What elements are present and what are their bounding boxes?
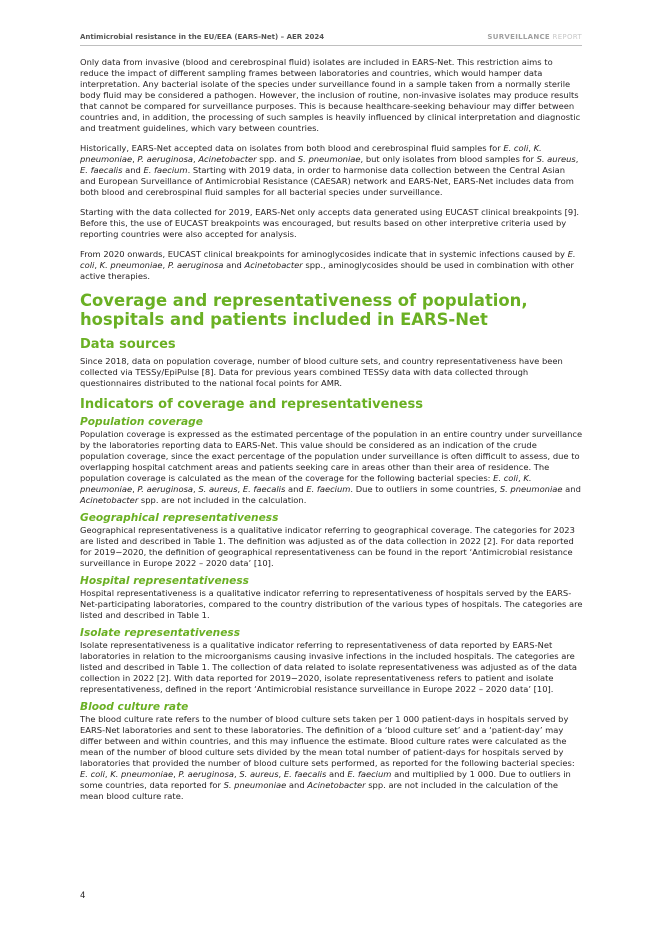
species-name: E. coli xyxy=(493,473,519,483)
intro-paragraph-3: Starting with the data collected for 2019, EARS-Net only accepts data generated using EUCAST clinical breakpoints [9]. Before this, the use of EUCAST breakpoints was encouraged, but results based on other interpretive criteria used by reporting countries were also accepted for analysis. xyxy=(80,207,580,239)
isolate-representativeness-text: Isolate representativeness is a qualitative indicator referring to representativeness of data reported by EARS-Net laboratories in relation to the microorganisms causing invasive infections in the included hospitals. The categories are listed and described in Table 1. The collection of data related to isolate representativeness was adjusted as of the data collection in 2022 [2]. With data reported for 2019−2020, isolate representativeness refers to patient and isolate representativeness, defined in the report ‘Antimicrobial resistance surveillance in Europe 2022 – 2020 data’ [10]. xyxy=(80,640,577,694)
text-run: and multiplied by 1 000. Due to outliers in some countries, data reported for xyxy=(80,769,571,790)
text-run: , xyxy=(518,473,524,483)
header-surveillance: SURVEILLANCE xyxy=(487,33,551,41)
intro-paragraph-2 xyxy=(80,143,583,198)
text-run: , xyxy=(104,769,111,779)
text-run: , xyxy=(94,260,100,270)
text-run: , xyxy=(132,484,138,494)
species-name: P. aeruginosa xyxy=(137,154,194,164)
text-run: and xyxy=(223,260,245,270)
geographical-representativeness-text: Geographical representativeness is a qualitative indicator referring to geographical coverage. The categories for 2023 are listed and described in Table 1. The definition was adjusted as of the data collection in 2022 [2]. For data reported for 2019−2020, the definition of geographical representativeness can be found in the report ‘Antimicrobial resistance surveillance in Europe 2022 – 2020 data’ [10]. xyxy=(80,525,575,568)
text-run: , xyxy=(193,484,199,494)
species-name: K. pneumoniae xyxy=(80,143,542,164)
text-run: The blood culture rate refers to the number of blood culture sets taken per 1 000 patient-days in hospitals served by EARS-Net laboratories and sent to these laboratories. The definition of a ‘blood culture set’ and a ‘patient-day’ may differ between and within countries, and this may influence the estimate. Blood culture rates were calculated as the mean of the number of blood culture sets divided by the mean total number of patient-days for hospitals served by laboratories that provided the number of blood culture sets performed, as reported for the following bacterial species: xyxy=(80,714,575,768)
text-run: and xyxy=(562,484,581,494)
text-run: and xyxy=(326,769,348,779)
hospital-representativeness-heading: Hospital representativeness xyxy=(80,575,249,587)
species-name: K. pneumoniae xyxy=(110,769,174,779)
species-name: S. aureus xyxy=(536,154,576,164)
population-coverage-text xyxy=(80,429,583,506)
page-content xyxy=(80,57,583,808)
section-title: Coverage and representativeness of population, hospitals and patients included in EARS-Net xyxy=(80,291,528,329)
data-sources-text: Since 2018, data on population coverage, number of blood culture sets, and country representativeness have been collected via TESSy/EpiPulse [8]. Data for previous years combined TESSy data with data collected through questionnaires distributed to the national focal points for AMR. xyxy=(80,356,563,388)
species-name: E. faecalis xyxy=(242,484,286,494)
species-name: E. coli xyxy=(80,769,105,779)
species-name: E. faecium xyxy=(347,769,392,779)
species-name: P. aeruginosa xyxy=(137,484,194,494)
text-run: spp. are not included in the calculation. xyxy=(138,495,307,505)
species-name: S. pneumoniae xyxy=(499,484,563,494)
text-run: , but only isolates from blood samples for xyxy=(360,154,537,164)
isolate-representativeness-heading: Isolate representativeness xyxy=(80,627,241,639)
text-run: spp., aminoglycosides should be used in combination with other active therapies. xyxy=(80,260,574,281)
text-run: , xyxy=(528,143,534,153)
text-run: spp. and xyxy=(256,154,298,164)
text-run: , xyxy=(132,154,138,164)
species-name: Acinetobacter xyxy=(80,495,139,505)
species-name: Acinetobacter xyxy=(244,260,303,270)
species-name: S. aureus xyxy=(239,769,279,779)
text-run: , xyxy=(575,154,579,164)
text-run: , xyxy=(193,154,199,164)
species-name: S. aureus xyxy=(198,484,238,494)
header-title: Antimicrobial resistance in the EU/EEA (EARS-Net) – AER 2024 xyxy=(80,33,325,41)
text-run: From 2020 onwards, EUCAST clinical breakpoints for aminoglycosides indicate that in systemic infections caused by xyxy=(80,249,568,259)
species-name: E. coli xyxy=(503,143,529,153)
data-sources-heading: Data sources xyxy=(80,337,176,352)
blood-culture-rate-text xyxy=(80,714,583,802)
species-name: E. faecalis xyxy=(80,165,123,175)
text-run: and xyxy=(122,165,144,175)
text-run: and xyxy=(285,484,307,494)
species-name: S. pneumoniae xyxy=(297,154,361,164)
species-name: Acinetobacter xyxy=(307,780,366,790)
header-report-type xyxy=(487,33,582,41)
intro-paragraph-1: Only data from invasive (blood and cerebrospinal fluid) isolates are included in EARS-Net. This restriction aims to reduce the impact of different sampling frames between laboratories and countries, which would hamper data interpretation. Any bacterial isolate of the species under surveillance found in a sample taken from a normally sterile body fluid may be considered a pathogen. However, the inclusion of routine, non-invasive isolates may produce results that cannot be compared for surveillance purposes. This is because healthcare-seeking behaviour may differ between countries and, in addition, the processing of such samples is heavily influenced by clinical interpretation and diagnostic and treatment guidelines, which vary between countries. xyxy=(80,57,581,133)
species-name: K. pneumoniae xyxy=(80,473,532,494)
text-run: spp. are not included in the calculation of the mean blood culture rate. xyxy=(80,780,559,801)
species-name: Acinetobacter xyxy=(198,154,257,164)
species-name: E. faecium xyxy=(306,484,351,494)
text-run: Historically, EARS-Net accepted data on isolates from both blood and cerebrospinal fluid samples for xyxy=(80,143,504,153)
population-coverage-heading: Population coverage xyxy=(80,416,203,428)
species-name: E. faecium xyxy=(143,165,188,175)
text-run: and xyxy=(286,780,308,790)
running-header xyxy=(80,33,582,46)
species-name: P. aeruginosa xyxy=(167,260,224,270)
text-run: . Starting with 2019 data, in order to harmonise data collection between the Central Asian and European Surveillance of Antimicrobial Resistance (CAESAR) network and EARS-Net, EARS-Net includes data from both blood and cerebrospinal fluid samples for all bacterial species under surveillance. xyxy=(80,165,574,197)
species-name: E. faecalis xyxy=(283,769,327,779)
text-run: . Due to outliers in some countries, xyxy=(350,484,500,494)
intro-paragraph-4 xyxy=(80,249,583,282)
text-run: , xyxy=(173,769,179,779)
species-name: P. aeruginosa xyxy=(178,769,235,779)
blood-culture-rate-heading: Blood culture rate xyxy=(80,701,189,713)
species-name: K. pneumoniae xyxy=(99,260,163,270)
text-run: , xyxy=(234,769,240,779)
text-run: , xyxy=(278,769,284,779)
header-report: REPORT xyxy=(550,33,582,41)
text-run: , xyxy=(162,260,168,270)
geographical-representativeness-heading: Geographical representativeness xyxy=(80,512,279,524)
page-number: 4 xyxy=(80,891,86,901)
text-run: , xyxy=(237,484,243,494)
indicators-heading: Indicators of coverage and representativeness xyxy=(80,397,423,412)
text-run: Population coverage is expressed as the estimated percentage of the population in an entire country under surveillance by the laboratories reporting data to EARS-Net. This value should be considered as an indication of the crude population coverage, since the exact percentage of the population under surveillance is often difficult to assess, due to overlapping hospital catchment areas and patients seeking care in areas other than their area of residence. The population coverage is calculated as the mean of the coverage for the following bacterial species: xyxy=(80,429,583,483)
species-name: S. pneumoniae xyxy=(223,780,287,790)
hospital-representativeness-text: Hospital representativeness is a qualitative indicator referring to representativeness of hospitals served by the EARS-Net-participating laboratories, compared to the country distribution of the various types of hospitals. The categories are listed and described in Table 1. xyxy=(80,588,583,620)
species-name: E. coli xyxy=(80,249,576,270)
